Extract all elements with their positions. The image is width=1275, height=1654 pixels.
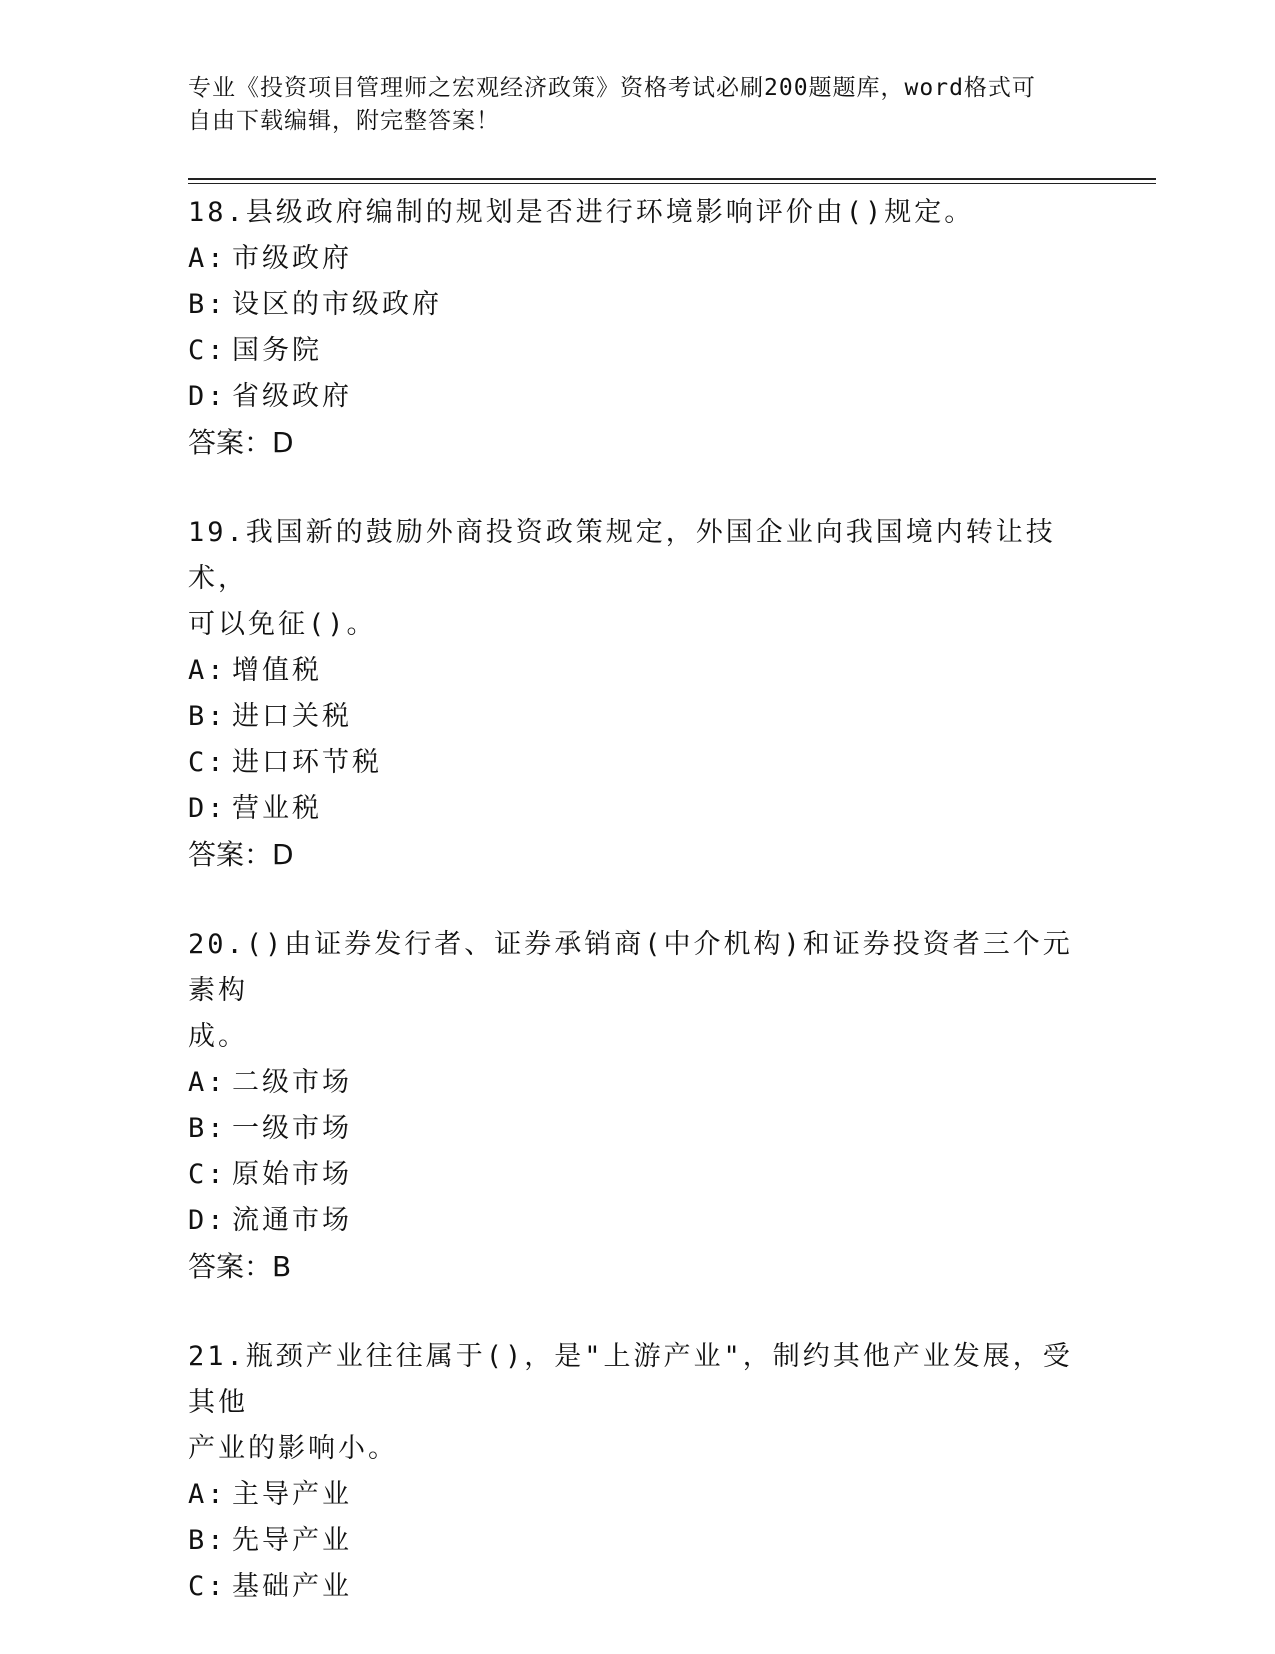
option-key: C: — [188, 1159, 227, 1190]
option-text: 省级政府 — [232, 381, 352, 412]
option-key: D: — [188, 1205, 227, 1236]
option-text: 流通市场 — [232, 1205, 352, 1236]
option-text: 原始市场 — [232, 1159, 352, 1190]
option-key: C: — [188, 747, 227, 778]
question-stem-line-2: 可以免征()。 — [188, 609, 377, 640]
option-c — [188, 1152, 1088, 1198]
header-line-1: 专业《投资项目管理师之宏观经济政策》资格考试必刷200题题库，word格式可 — [188, 75, 1036, 101]
option-b — [188, 694, 1088, 740]
option-key: C: — [188, 1571, 227, 1602]
option-key: B: — [188, 289, 227, 320]
option-text: 设区的市级政府 — [232, 289, 442, 320]
answer-line: 答案：D — [188, 426, 294, 459]
header-divider-thin — [188, 183, 1156, 184]
option-a — [188, 236, 1088, 282]
option-key: D: — [188, 793, 227, 824]
question-20 — [188, 922, 1088, 1290]
option-b — [188, 1106, 1088, 1152]
option-c — [188, 740, 1088, 786]
option-key: B: — [188, 1525, 227, 1556]
option-key: B: — [188, 1113, 227, 1144]
option-key: C: — [188, 335, 227, 366]
option-key: A: — [188, 655, 227, 686]
question-stem-line-2: 成。 — [188, 1021, 248, 1052]
option-a — [188, 1060, 1088, 1106]
option-key: A: — [188, 243, 227, 274]
option-text: 营业税 — [232, 793, 322, 824]
option-text: 一级市场 — [232, 1113, 352, 1144]
option-c — [188, 1564, 1088, 1610]
option-text: 进口关税 — [232, 701, 352, 732]
option-key: A: — [188, 1067, 227, 1098]
option-b — [188, 1518, 1088, 1564]
question-18 — [188, 190, 1088, 466]
header-divider-thick — [188, 178, 1156, 180]
question-stem-line-1: 20.()由证券发行者、证券承销商(中介机构)和证券投资者三个元素构 — [188, 929, 1073, 1006]
option-a — [188, 1472, 1088, 1518]
document-header — [188, 72, 1068, 138]
option-d — [188, 1198, 1088, 1244]
option-key: B: — [188, 701, 227, 732]
option-text: 基础产业 — [232, 1571, 352, 1602]
question-21 — [188, 1334, 1088, 1610]
answer-line: 答案：B — [188, 1250, 292, 1283]
option-key: A: — [188, 1479, 227, 1510]
answer-line: 答案：D — [188, 838, 294, 871]
option-text: 进口环节税 — [232, 747, 382, 778]
option-text: 二级市场 — [232, 1067, 352, 1098]
header-line-2: 自由下载编辑，附完整答案！ — [188, 108, 500, 134]
option-b — [188, 282, 1088, 328]
option-d — [188, 786, 1088, 832]
option-text: 先导产业 — [232, 1525, 352, 1556]
option-text: 国务院 — [232, 335, 322, 366]
option-key: D: — [188, 381, 227, 412]
option-text: 市级政府 — [232, 243, 352, 274]
question-stem: 18.县级政府编制的规划是否进行环境影响评价由()规定。 — [188, 197, 975, 228]
option-text: 主导产业 — [232, 1479, 352, 1510]
option-c — [188, 328, 1088, 374]
question-19 — [188, 510, 1088, 878]
option-text: 增值税 — [232, 655, 322, 686]
question-stem-line-1: 19.我国新的鼓励外商投资政策规定，外国企业向我国境内转让技术， — [188, 517, 1056, 594]
question-stem-line-2: 产业的影响小。 — [188, 1433, 398, 1464]
question-stem-line-1: 21.瓶颈产业往往属于()，是"上游产业"，制约其他产业发展，受其他 — [188, 1341, 1073, 1418]
option-a — [188, 648, 1088, 694]
option-d — [188, 374, 1088, 420]
question-list — [188, 190, 1088, 1654]
